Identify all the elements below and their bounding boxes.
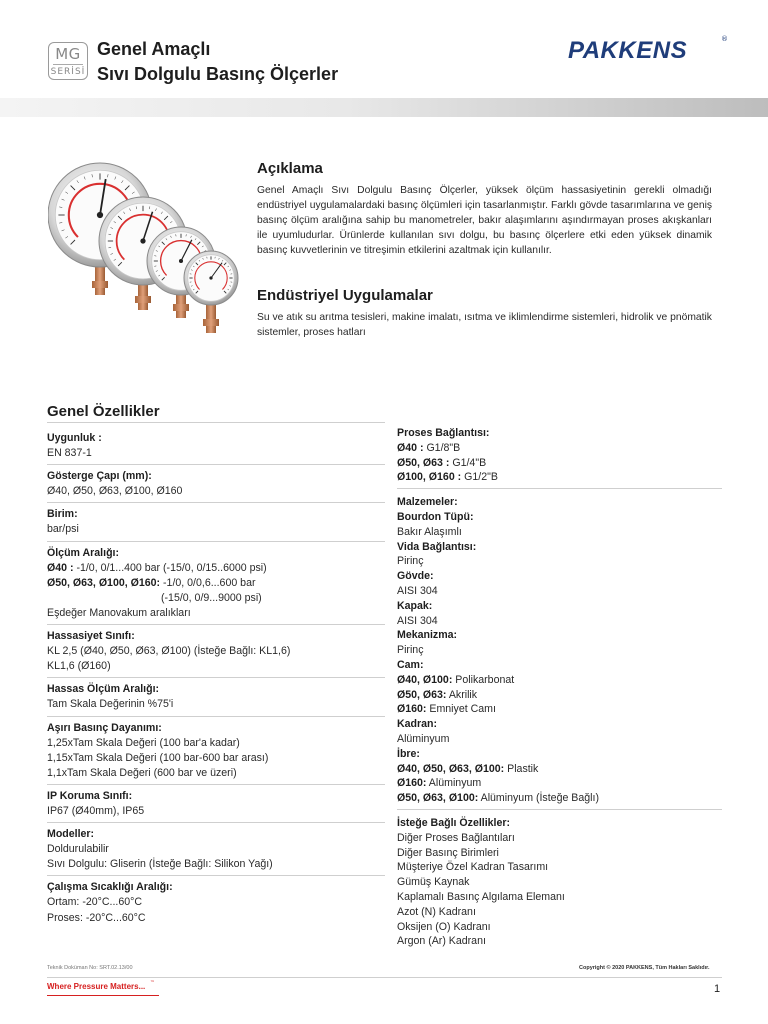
- feature-value: [397, 441, 722, 456]
- feature-block: [47, 827, 385, 872]
- feature-value: [397, 510, 722, 525]
- feature-value-text: Pirinç: [397, 644, 424, 657]
- feature-value: [47, 697, 385, 712]
- feature-label: IP Koruma Sınıfı:: [47, 789, 133, 802]
- gauge-hub: [209, 276, 212, 279]
- feature-value: [397, 905, 722, 920]
- feature-separator: [47, 464, 385, 465]
- feature-value: [397, 658, 722, 673]
- industrial-text: Su ve atık su arıtma tesisleri, makine imalatı, ısıtma ve iklimlendirme sistemleri, hidrolik ve pnömatik sistemler, proses hatları: [257, 312, 712, 339]
- gauge-hub: [97, 212, 103, 218]
- feature-value-text: Diğer Basınç Birimleri: [397, 846, 499, 859]
- feature-value: [47, 576, 385, 591]
- feature-value-key: Ø40, Ø100:: [397, 673, 453, 686]
- feature-value: [47, 446, 385, 461]
- feature-value: [47, 644, 385, 659]
- feature-value: [397, 776, 722, 791]
- gauge-stem: [95, 265, 105, 295]
- feature-value-key: Ø50, Ø63 :: [397, 456, 450, 469]
- feature-separator: [47, 875, 385, 876]
- feature-value: [47, 606, 385, 621]
- industrial-heading: Endüstriyel Uygulamalar: [257, 287, 433, 304]
- feature-value-text: 1,1xTam Skala Değeri (600 bar ve üzeri): [47, 766, 237, 779]
- gauge-hub: [179, 259, 183, 263]
- document-number: Teknik Doküman No: SRT.02.13/00: [47, 965, 133, 971]
- feature-value-key: Vida Bağlantısı:: [397, 540, 477, 553]
- feature-value-text: Sıvı Dolgulu: Gliserin (İsteğe Bağlı: Silikon Yağı): [47, 858, 273, 871]
- feature-value-text: Gümüş Kaynak: [397, 876, 470, 889]
- feature-value: [397, 732, 722, 747]
- feature-value: [397, 890, 722, 905]
- feature-value-text: 1,25xTam Skala Değeri (100 bar'a kadar): [47, 736, 240, 749]
- feature-block: [47, 880, 385, 925]
- registered-mark: ®: [721, 35, 728, 43]
- feature-value-key: Ø40 :: [397, 441, 424, 454]
- feature-value-text: Doldurulabilir: [47, 843, 109, 856]
- feature-value-text: Ortam: -20°C...60°C: [47, 896, 143, 909]
- feature-value-text: Ø40, Ø50, Ø63, Ø100, Ø160: [47, 485, 183, 498]
- page-title-line2: Sıvı Dolgulu Basınç Ölçerler: [97, 64, 339, 84]
- feature-value: [397, 860, 722, 875]
- feature-label: İsteğe Bağlı Özellikler:: [397, 816, 511, 829]
- features-divider: [47, 422, 385, 423]
- feature-label: Aşırı Basınç Dayanımı:: [47, 721, 162, 734]
- feature-value-text: Argon (Ar) Kadranı: [397, 935, 486, 948]
- feature-value: [397, 540, 722, 555]
- feature-separator: [47, 784, 385, 785]
- feature-block: [397, 816, 722, 949]
- feature-value-text: G1/8"B: [423, 441, 461, 454]
- feature-value-text: bar/psi: [47, 523, 79, 536]
- feature-value-text: AISI 304: [397, 584, 438, 597]
- feature-value-text: Müşteriye Özel Kadran Tasarımı: [397, 861, 549, 874]
- feature-block: [397, 426, 722, 485]
- feature-value: [47, 659, 385, 674]
- feature-value: [397, 554, 722, 569]
- brand-logo: PAKKENS: [568, 37, 688, 64]
- slogan-underline: [47, 995, 159, 996]
- feature-value-text: Bakır Alaşımlı: [397, 525, 462, 538]
- feature-value: [397, 702, 722, 717]
- feature-value: [397, 470, 722, 485]
- gauge-hex-nut: [173, 304, 189, 311]
- features-left-column: [47, 431, 385, 931]
- feature-value-text: Pirinç: [397, 555, 424, 568]
- feature-label: Ölçüm Aralığı:: [47, 546, 120, 559]
- feature-separator: [47, 677, 385, 678]
- feature-value: [397, 643, 722, 658]
- feature-value: [397, 569, 722, 584]
- feature-value-key: Ø50, Ø63, Ø100:: [397, 792, 479, 805]
- feature-value-text: Diğer Proses Bağlantıları: [397, 831, 515, 844]
- feature-value-key: Ø50, Ø63:: [397, 688, 447, 701]
- feature-value-key: Ø160:: [397, 703, 427, 716]
- features-right-column: [397, 426, 722, 955]
- feature-value: [47, 591, 385, 606]
- feature-separator: [47, 541, 385, 542]
- feature-block: [47, 431, 385, 461]
- feature-value-text: Kaplamalı Basınç Algılama Elemanı: [397, 890, 565, 903]
- feature-value-text: G1/4"B: [449, 456, 487, 469]
- feature-value: [397, 934, 722, 949]
- feature-value-text: Polikarbonat: [452, 673, 515, 686]
- feature-value-text: KL1,6 (Ø160): [47, 660, 111, 673]
- feature-value: [47, 561, 385, 576]
- feature-value: [47, 857, 385, 872]
- feature-value: [397, 599, 722, 614]
- series-badge: [48, 42, 88, 80]
- feature-value: [47, 751, 385, 766]
- feature-value-key: Gövde:: [397, 570, 434, 583]
- gauge-hex-nut: [135, 296, 151, 303]
- feature-value-key: Bourdon Tüpü:: [397, 510, 474, 523]
- feature-value: [397, 920, 722, 935]
- series-code: MG: [55, 45, 81, 63]
- header-gradient-band: [0, 98, 768, 117]
- feature-value-key: Mekanizma:: [397, 629, 458, 642]
- feature-value-text: -1/0, 0/1...400 bar (-15/0, 0/15..6000 psi): [73, 561, 267, 574]
- feature-block: [47, 629, 385, 674]
- feature-label: Uygunluk :: [47, 432, 102, 444]
- feature-value-text: -1/0, 0/0,6...600 bar: [160, 576, 256, 589]
- feature-value: [47, 842, 385, 857]
- feature-separator: [47, 502, 385, 503]
- slogan: Where Pressure Matters...: [47, 982, 146, 991]
- feature-value-key: Ø40 :: [47, 561, 74, 574]
- feature-value-text: Alüminyum (İsteğe Bağlı): [478, 792, 599, 805]
- gauge-hub: [140, 238, 145, 243]
- feature-label: Hassas Ölçüm Aralığı:: [47, 683, 160, 696]
- feature-value: [47, 484, 385, 499]
- feature-value-key: Ø50, Ø63, Ø100, Ø160:: [47, 576, 161, 589]
- feature-value-key: Ø100, Ø160 :: [397, 471, 462, 484]
- feature-label: Birim:: [47, 508, 78, 521]
- description-heading: Açıklama: [257, 160, 323, 177]
- feature-value: [397, 791, 722, 806]
- feature-value: [397, 525, 722, 540]
- feature-value: [47, 911, 385, 926]
- feature-value: [47, 736, 385, 751]
- feature-value-key: Cam:: [397, 658, 424, 671]
- feature-block: [397, 495, 722, 806]
- feature-label: Proses Bağlantısı:: [397, 427, 490, 439]
- feature-value-text: Akrilik: [446, 688, 478, 701]
- feature-value-text: AISI 304: [397, 614, 438, 627]
- feature-separator: [47, 624, 385, 625]
- feature-value-text: Tam Skala Değerinin %75'i: [47, 698, 174, 711]
- feature-label: Modeller:: [47, 828, 95, 841]
- feature-value-text: (-15/0, 0/9...9000 psi): [161, 591, 262, 604]
- copyright-text: Copyright © 2020 PAKKENS, Tüm Hakları Saklıdır.: [579, 965, 710, 971]
- series-badge-divider: [53, 64, 83, 65]
- feature-block: [47, 469, 385, 499]
- feature-value-text: Emniyet Camı: [426, 703, 496, 716]
- feature-value: [397, 875, 722, 890]
- feature-label: Çalışma Sıcaklığı Aralığı:: [47, 881, 173, 894]
- pressure-gauges-image: [48, 155, 248, 340]
- feature-value-text: IP67 (Ø40mm), IP65: [47, 804, 145, 817]
- feature-value-text: Oksijen (O) Kadranı: [397, 920, 491, 933]
- feature-block: [47, 682, 385, 712]
- feature-value-text: EN 837-1: [47, 447, 92, 460]
- feature-value: [47, 766, 385, 781]
- feature-value-text: Eşdeğer Manovakum aralıkları: [47, 606, 191, 619]
- feature-value: [397, 747, 722, 762]
- feature-value: [397, 762, 722, 777]
- description-text: Genel Amaçlı Sıvı Dolgulu Basınç Ölçerler, yüksek ölçüm hassasiyetinin gerekli olmadığı endüstriyel uygulamalardaki basınç ölçümleri için tasarlanmıştır. Farklı gövde tasarımlarına ve geniş basınç ölçüm aralığına sahip bu manometreler, bakır alaşımlarını aşındırmayan proses akışkanları ile uyumludurlar. Ürünlerde kullanılan sıvı dolgu, bu basınç ölçerlere etki eden yüksek dinamik basınç kuvvetlerinin ve titreşimin etkilerini azaltmak için kullanılır.: [257, 185, 712, 257]
- page-title-line1: Genel Amaçlı: [97, 39, 211, 59]
- feature-value-text: 1,15xTam Skala Değeri (100 bar-600 bar arası): [47, 751, 269, 764]
- feature-value: [397, 688, 722, 703]
- gauge-stem: [206, 304, 216, 333]
- page-number: 1: [714, 983, 721, 995]
- feature-value-key: Kadran:: [397, 718, 438, 731]
- feature-value-key: Kapak:: [397, 599, 433, 612]
- feature-label: Malzemeler:: [397, 496, 458, 509]
- feature-value: [397, 673, 722, 688]
- feature-value-text: KL 2,5 (Ø40, Ø50, Ø63, Ø100) (İsteğe Bağlı: KL1,6): [47, 645, 291, 658]
- feature-value: [397, 846, 722, 861]
- feature-separator: [397, 809, 722, 810]
- feature-block: [47, 789, 385, 819]
- feature-block: [47, 721, 385, 781]
- feature-separator: [47, 716, 385, 717]
- feature-value-key: Ø40, Ø50, Ø63, Ø100:: [397, 762, 505, 775]
- feature-value-key: İbre:: [397, 747, 420, 760]
- feature-value: [397, 614, 722, 629]
- footer-divider: [47, 977, 722, 978]
- slogan-trademark: ™: [150, 980, 155, 986]
- feature-separator: [47, 822, 385, 823]
- feature-value: [397, 831, 722, 846]
- feature-label: Hassasiyet Sınıfı:: [47, 630, 135, 643]
- gauge-hex-nut: [92, 281, 108, 288]
- feature-block: [47, 546, 385, 621]
- feature-value: [47, 804, 385, 819]
- feature-separator: [397, 488, 722, 489]
- feature-value-text: Alüminyum: [397, 732, 450, 745]
- feature-value-text: Alüminyum: [426, 777, 482, 790]
- feature-value: [397, 584, 722, 599]
- feature-value-text: Proses: -20°C...60°C: [47, 911, 146, 924]
- feature-value: [47, 522, 385, 537]
- feature-value-key: Ø160:: [397, 777, 427, 790]
- feature-value: [397, 628, 722, 643]
- features-heading: Genel Özellikler: [47, 403, 160, 420]
- series-label: SERİSİ: [50, 67, 86, 77]
- feature-value: [397, 717, 722, 732]
- feature-value: [47, 895, 385, 910]
- feature-label: Gösterge Çapı (mm):: [47, 470, 152, 483]
- gauge-hex-nut: [203, 319, 219, 326]
- feature-value-text: Plastik: [504, 762, 539, 775]
- feature-value-text: Azot (N) Kadranı: [397, 905, 476, 918]
- feature-block: [47, 507, 385, 537]
- feature-value: [397, 456, 722, 471]
- feature-value-text: G1/2"B: [461, 471, 498, 484]
